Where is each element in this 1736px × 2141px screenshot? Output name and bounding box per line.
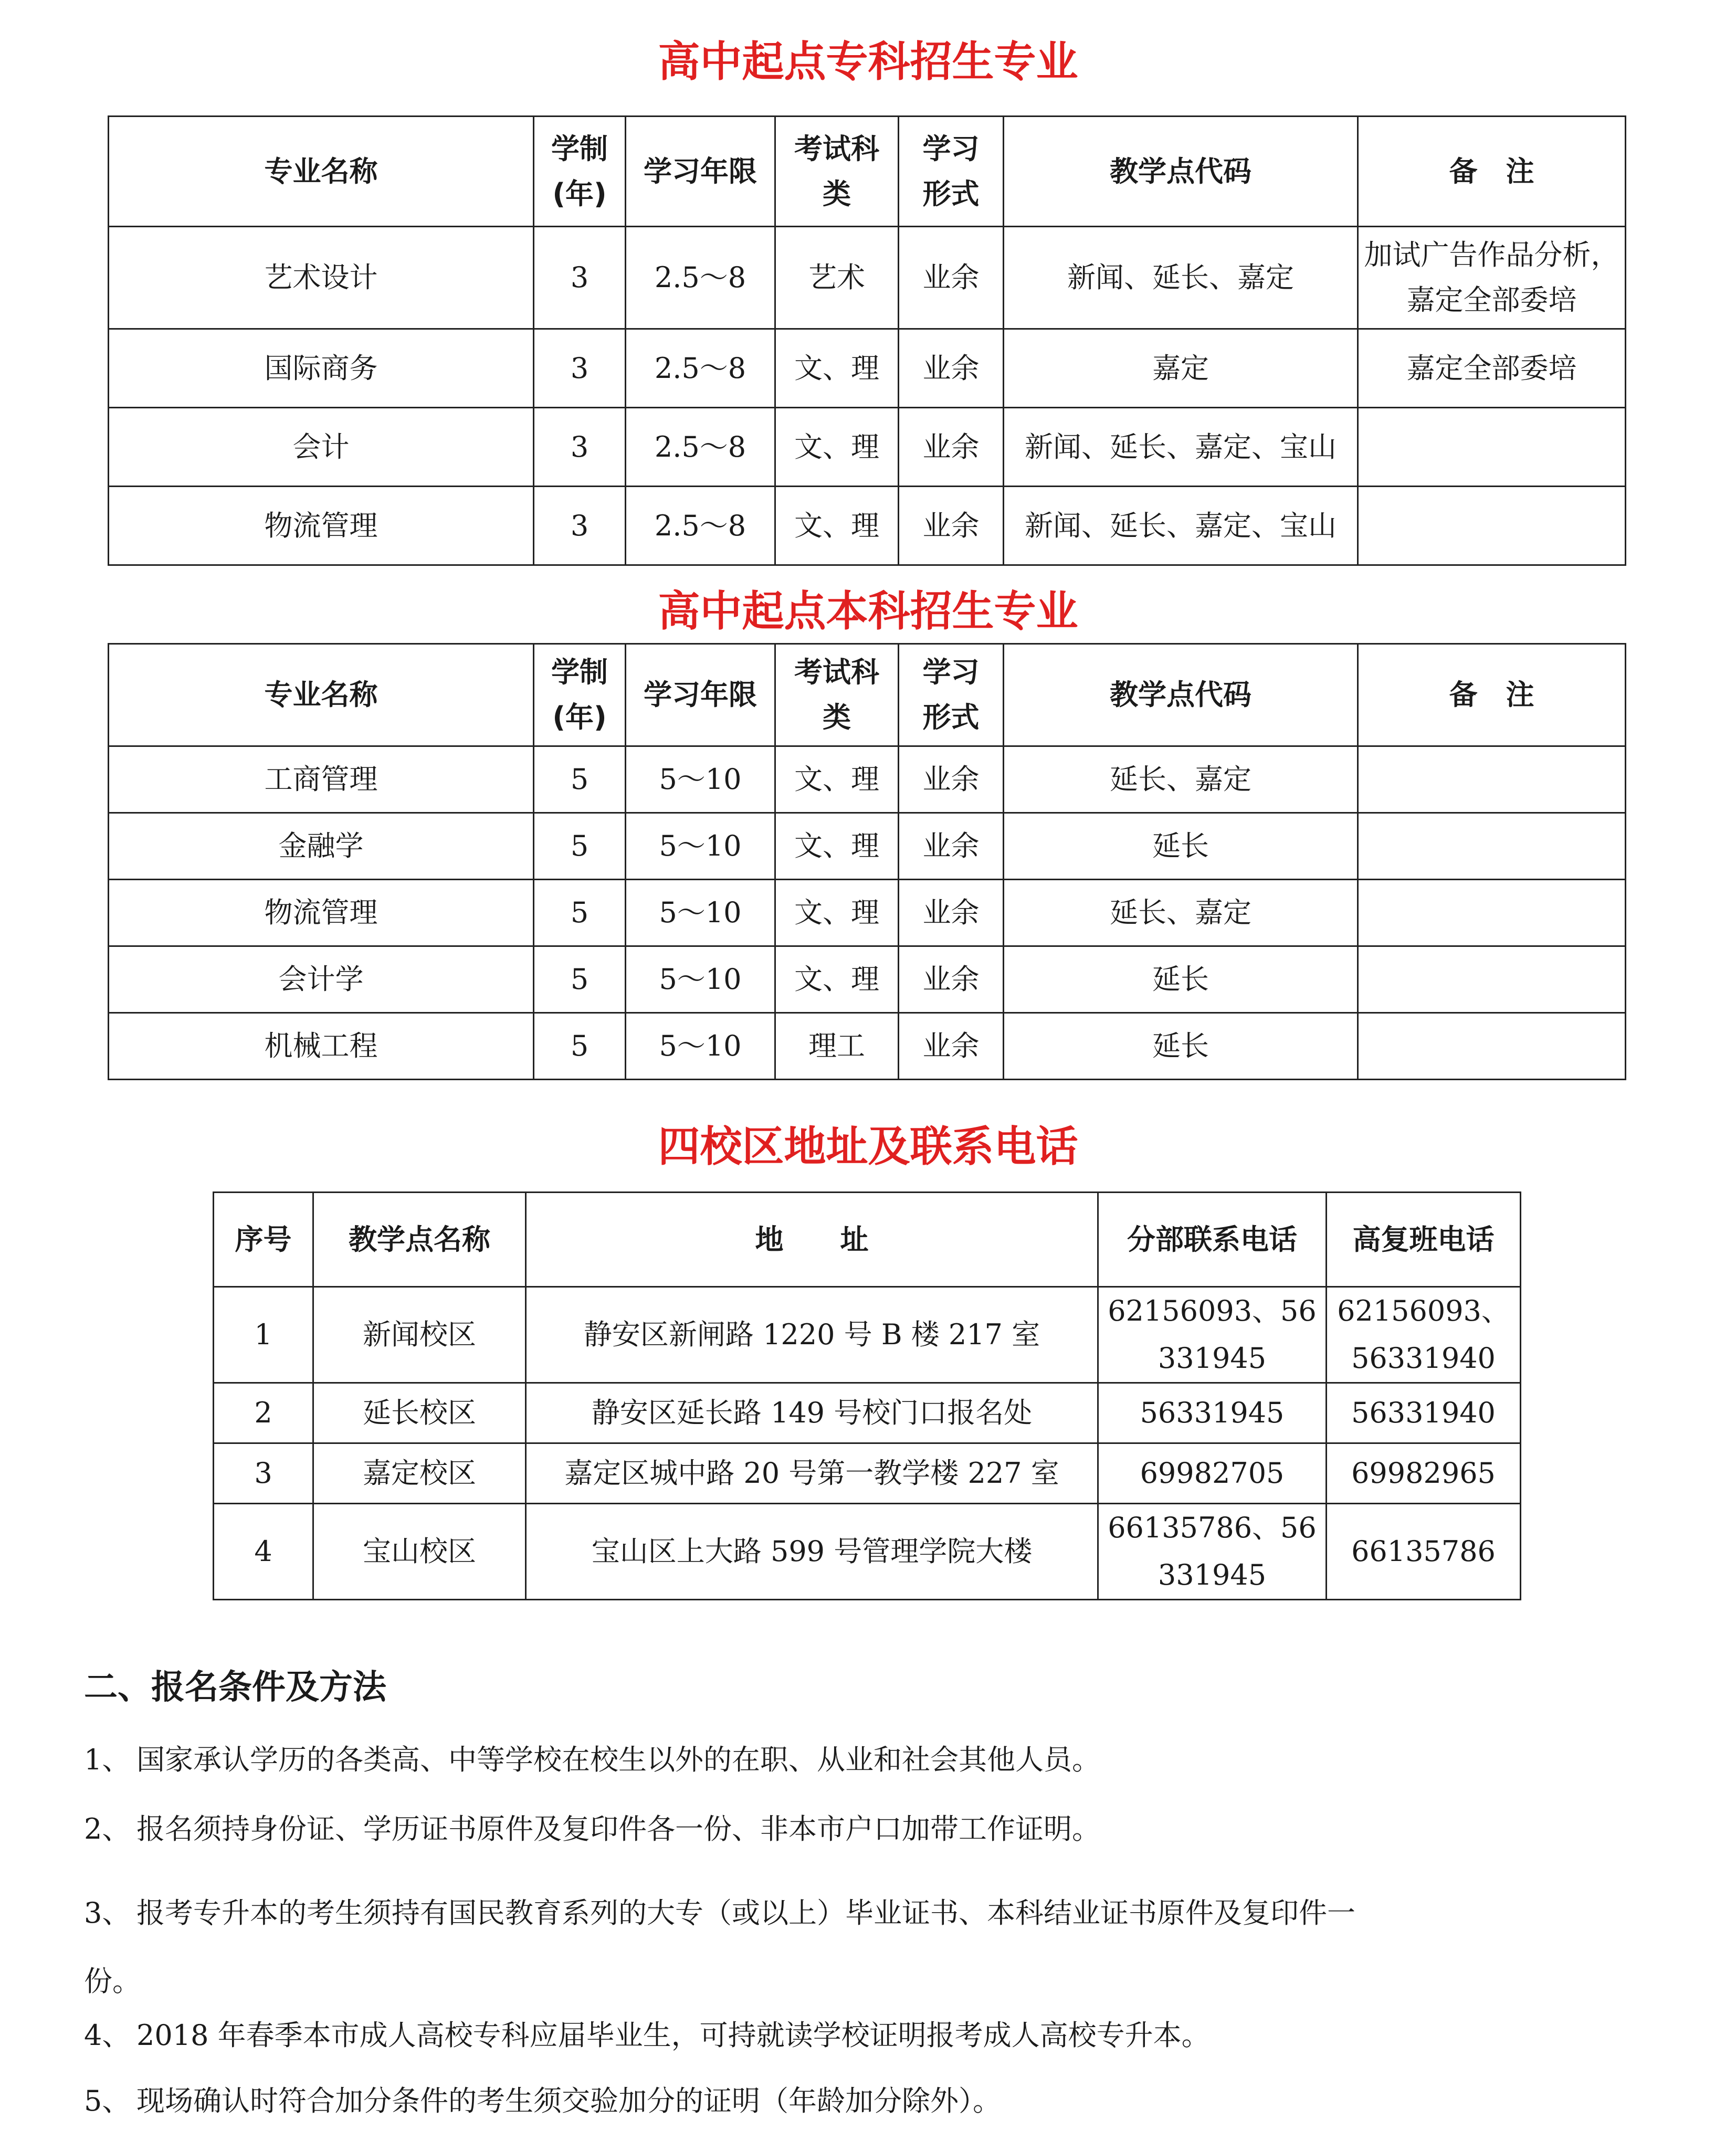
cell-major: 会计 <box>109 408 534 487</box>
cell-site-name: 宝山校区 <box>313 1504 526 1600</box>
cell-exam-category: 文、理 <box>775 487 899 565</box>
cell-branch-phone: 56331945 <box>1098 1383 1327 1443</box>
cell-exam-category: 文、理 <box>775 408 899 487</box>
cell-branch-phone: 69982705 <box>1098 1443 1327 1504</box>
cell-duration: 5 <box>534 746 626 813</box>
cell-prep-class-phone: 69982965 <box>1327 1443 1521 1504</box>
section-title-campuses: 四校区地址及联系电话 <box>658 1122 1078 1171</box>
item-text: 2018 年春季本市成人高校专科应届毕业生，可持就读学校证明报考成人高校专升本。 <box>136 2019 1210 2052</box>
table-header-row <box>109 117 1626 227</box>
condition-item-3 <box>84 1879 1365 2016</box>
cell-site-name: 嘉定校区 <box>313 1443 526 1504</box>
cell-study-years: 2.5～8 <box>626 487 775 565</box>
header-major: 专业名称 <box>109 644 534 746</box>
cell-exam-category: 理工 <box>775 1013 899 1080</box>
table-row <box>109 227 1626 329</box>
table-row <box>109 1013 1626 1080</box>
cell-duration: 5 <box>534 880 626 946</box>
cell-major: 艺术设计 <box>109 227 534 329</box>
cell-address: 静安区延长路 149 号校门口报名处 <box>526 1383 1098 1443</box>
cell-study-years: 5～10 <box>626 813 775 880</box>
cell-major: 国际商务 <box>109 329 534 408</box>
cell-duration: 5 <box>534 813 626 880</box>
table-header-row <box>214 1193 1521 1287</box>
cell-site-code: 延长、嘉定 <box>1004 880 1358 946</box>
header-study-years: 学习年限 <box>626 117 775 227</box>
campus-contacts-table <box>213 1191 1521 1600</box>
cell-prep-class-phone: 56331940 <box>1327 1383 1521 1443</box>
item-number: 5、 <box>84 2084 131 2117</box>
header-seq: 序号 <box>214 1193 313 1287</box>
table-row <box>109 329 1626 408</box>
cell-study-form: 业余 <box>899 746 1004 813</box>
table-header-row <box>109 644 1626 746</box>
cell-site-code: 嘉定 <box>1004 329 1358 408</box>
cell-study-form: 业余 <box>899 227 1004 329</box>
header-exam-category: 考试科 类 <box>775 117 899 227</box>
header-exam-category: 考试科 类 <box>775 644 899 746</box>
cell-address: 宝山区上大路 599 号管理学院大楼 <box>526 1504 1098 1600</box>
cell-branch-phone: 66135786、56331945 <box>1098 1504 1327 1600</box>
cell-study-years: 5～10 <box>626 880 775 946</box>
cell-site-code: 延长 <box>1004 946 1358 1013</box>
table-row <box>214 1287 1521 1383</box>
header-duration: 学制 (年) <box>534 644 626 746</box>
cell-site-code: 新闻、延长、嘉定 <box>1004 227 1358 329</box>
cell-study-years: 2.5～8 <box>626 329 775 408</box>
cell-site-code: 新闻、延长、嘉定、宝山 <box>1004 408 1358 487</box>
table-row <box>109 880 1626 946</box>
cell-duration: 3 <box>534 227 626 329</box>
header-site-code: 教学点代码 <box>1004 117 1358 227</box>
cell-site-code: 延长、嘉定 <box>1004 746 1358 813</box>
cell-site-code: 新闻、延长、嘉定、宝山 <box>1004 487 1358 565</box>
cell-study-form: 业余 <box>899 880 1004 946</box>
cell-site-name: 新闻校区 <box>313 1287 526 1383</box>
cell-study-form: 业余 <box>899 813 1004 880</box>
cell-remarks <box>1358 813 1626 880</box>
cell-remarks: 嘉定全部委培 <box>1358 329 1626 408</box>
header-study-form: 学习 形式 <box>899 117 1004 227</box>
header-site-code: 教学点代码 <box>1004 644 1358 746</box>
cell-site-code: 延长 <box>1004 813 1358 880</box>
cell-branch-phone: 62156093、56331945 <box>1098 1287 1327 1383</box>
item-text: 报考专升本的考生须持有国民教育系列的大专（或以上）毕业证书、本科结业证书原件及复印件一份。 <box>84 1896 1355 1998</box>
cell-duration: 3 <box>534 487 626 565</box>
cell-major: 机械工程 <box>109 1013 534 1080</box>
cell-study-years: 5～10 <box>626 946 775 1013</box>
cell-remarks <box>1358 880 1626 946</box>
cell-remarks <box>1358 946 1626 1013</box>
cell-study-years: 2.5～8 <box>626 408 775 487</box>
condition-item-2 <box>84 1811 1606 1848</box>
table-row <box>109 487 1626 565</box>
header-duration: 学制 (年) <box>534 117 626 227</box>
cell-remarks <box>1358 408 1626 487</box>
cell-study-form: 业余 <box>899 1013 1004 1080</box>
cell-exam-category: 文、理 <box>775 329 899 408</box>
header-major: 专业名称 <box>109 117 534 227</box>
cell-seq: 1 <box>214 1287 313 1383</box>
cell-study-years: 5～10 <box>626 746 775 813</box>
cell-site-code: 延长 <box>1004 1013 1358 1080</box>
cell-exam-category: 艺术 <box>775 227 899 329</box>
cell-study-form: 业余 <box>899 329 1004 408</box>
cell-seq: 3 <box>214 1443 313 1504</box>
cell-study-form: 业余 <box>899 487 1004 565</box>
table-row <box>109 746 1626 813</box>
cell-major: 会计学 <box>109 946 534 1013</box>
cell-major: 工商管理 <box>109 746 534 813</box>
cell-duration: 5 <box>534 946 626 1013</box>
section-title-associate: 高中起点专科招生专业 <box>658 37 1078 86</box>
cell-remarks <box>1358 746 1626 813</box>
header-site-name: 教学点名称 <box>313 1193 526 1287</box>
table-row <box>214 1504 1521 1600</box>
section-title-bachelor: 高中起点本科招生专业 <box>658 587 1078 636</box>
table-row <box>109 946 1626 1013</box>
associate-majors-table <box>108 115 1626 566</box>
condition-item-5 <box>84 2083 1606 2119</box>
cell-address: 静安区新闸路 1220 号 B 楼 217 室 <box>526 1287 1098 1383</box>
cell-site-name: 延长校区 <box>313 1383 526 1443</box>
item-text: 现场确认时符合加分条件的考生须交验加分的证明（年龄加分除外）。 <box>136 2084 1001 2117</box>
cell-address: 嘉定区城中路 20 号第一教学楼 227 室 <box>526 1443 1098 1504</box>
table-row <box>109 813 1626 880</box>
item-text: 报名须持身份证、学历证书原件及复印件各一份、非本市户口加带工作证明。 <box>136 1812 1100 1845</box>
header-branch-phone: 分部联系电话 <box>1098 1193 1327 1287</box>
item-number: 4、 <box>84 2019 131 2052</box>
cell-major: 物流管理 <box>109 880 534 946</box>
cell-remarks <box>1358 1013 1626 1080</box>
header-study-years: 学习年限 <box>626 644 775 746</box>
cell-exam-category: 文、理 <box>775 746 899 813</box>
bachelor-majors-table <box>108 643 1626 1080</box>
cell-seq: 2 <box>214 1383 313 1443</box>
header-address: 地 址 <box>526 1193 1098 1287</box>
cell-prep-class-phone: 66135786 <box>1327 1504 1521 1600</box>
cell-seq: 4 <box>214 1504 313 1600</box>
header-study-form: 学习 形式 <box>899 644 1004 746</box>
cell-remarks: 加试广告作品分析，嘉定全部委培 <box>1358 227 1626 329</box>
condition-item-1 <box>84 1742 1606 1778</box>
cell-prep-class-phone: 62156093、56331940 <box>1327 1287 1521 1383</box>
cell-duration: 3 <box>534 408 626 487</box>
table-row <box>109 408 1626 487</box>
header-prep-class-phone: 高复班电话 <box>1327 1193 1521 1287</box>
item-number: 2、 <box>84 1812 131 1845</box>
cell-major: 物流管理 <box>109 487 534 565</box>
item-text: 国家承认学历的各类高、中等学校在校生以外的在职、从业和社会其他人员。 <box>136 1743 1100 1776</box>
cell-duration: 5 <box>534 1013 626 1080</box>
cell-exam-category: 文、理 <box>775 946 899 1013</box>
cell-duration: 3 <box>534 329 626 408</box>
table-row <box>214 1383 1521 1443</box>
cell-study-form: 业余 <box>899 408 1004 487</box>
cell-study-form: 业余 <box>899 946 1004 1013</box>
registration-conditions-title: 二、报名条件及方法 <box>84 1668 386 1707</box>
table-row <box>214 1443 1521 1504</box>
cell-exam-category: 文、理 <box>775 880 899 946</box>
item-number: 1、 <box>84 1743 131 1776</box>
cell-remarks <box>1358 487 1626 565</box>
header-remarks: 备 注 <box>1358 644 1626 746</box>
cell-study-years: 2.5～8 <box>626 227 775 329</box>
item-number: 3、 <box>84 1896 131 1929</box>
cell-major: 金融学 <box>109 813 534 880</box>
cell-study-years: 5～10 <box>626 1013 775 1080</box>
cell-exam-category: 文、理 <box>775 813 899 880</box>
header-remarks: 备 注 <box>1358 117 1626 227</box>
condition-item-4 <box>84 2017 1606 2054</box>
